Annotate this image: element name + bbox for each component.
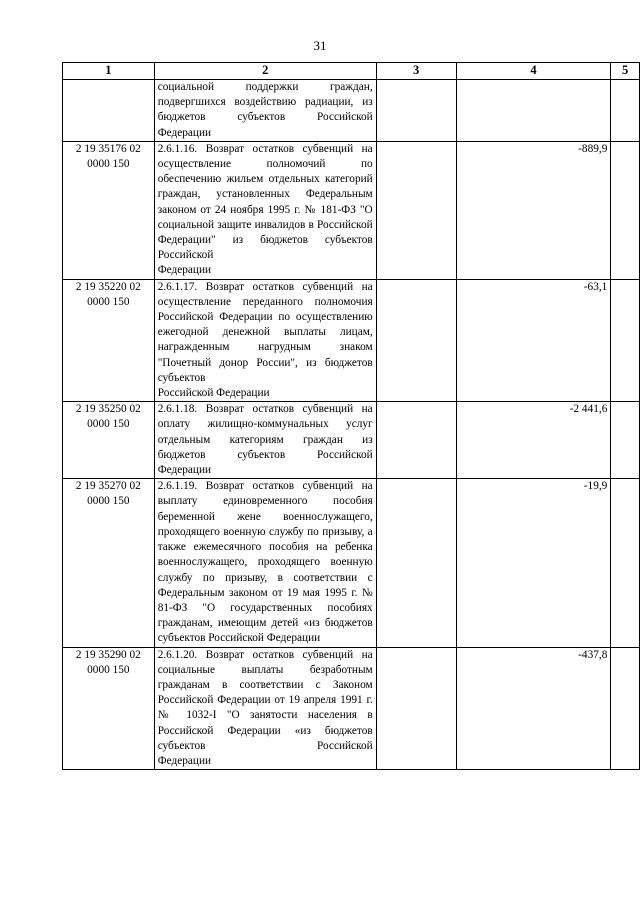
description-line: бюджетов субъектов Российской <box>157 234 373 262</box>
page-number: 31 <box>313 38 327 53</box>
table-row <box>63 479 640 647</box>
description-line: бюджетов субъектов Российской <box>157 724 373 752</box>
description-line: законом от 19 мая 1995 г. № 81-ФЗ "О <box>157 586 373 614</box>
description-line: 2.6.1.16. Возврат остатков субвенций на <box>157 142 373 155</box>
col3-cell <box>376 647 456 770</box>
description-line: проходящего военную службу по <box>157 556 373 584</box>
description-line-last: субъектов Российской Федерации <box>157 632 321 645</box>
table-row <box>63 402 640 479</box>
description-line: 2.6.1.17. Возврат остатков субвенций на <box>157 280 373 293</box>
header-col-5: 5 <box>611 63 640 80</box>
description-line: выплату единовременного пособия <box>157 495 373 508</box>
header-row <box>63 63 640 80</box>
description-line: имеющим детей «из бюджетов <box>217 617 373 630</box>
description-line: осуществление переданного <box>157 295 303 308</box>
table-row <box>63 141 640 279</box>
description-line: Российской Федерации от 19 апреля <box>157 694 337 707</box>
budget-code-cell: 2 19 35290 02 0000 150 <box>63 647 155 770</box>
description-line: гражданам в соответствии с Законом <box>157 678 373 691</box>
col5-cell <box>611 479 640 647</box>
description-line: 1991 г. № 1032-I "О занятости <box>157 694 373 722</box>
description-line: Федеральным законом от 24 ноября <box>157 188 373 216</box>
description-line: социальные выплаты безработным <box>157 663 373 676</box>
budget-code-cell: 2 19 35176 02 0000 150 <box>63 141 155 279</box>
description-line: призыву, а также ежемесячного пособия <box>157 525 373 554</box>
amount-cell: -63,1 <box>456 279 611 402</box>
header-col-1: 1 <box>63 63 155 80</box>
description-line: социальной поддержки граждан, <box>157 81 373 93</box>
description-line: 2.6.1.19. Возврат остатков субвенций на <box>157 480 373 493</box>
header-col-3: 3 <box>376 63 456 80</box>
table-row <box>63 647 640 770</box>
description-line: нагрудным знаком "Почетный донор <box>157 341 373 369</box>
budget-code-cell: 2 19 35250 02 0000 150 <box>63 402 155 479</box>
table-body <box>63 80 640 770</box>
col3-cell <box>376 141 456 279</box>
description-line: на ребенка военнослужащего, <box>157 541 373 569</box>
description-line: подвергшихся воздействию радиации, <box>157 96 354 109</box>
col5-cell <box>611 279 640 402</box>
table-row <box>63 80 640 142</box>
description-line-last: Российской Федерации <box>157 387 270 400</box>
description-line: 2.6.1.18. Возврат остатков субвенций на <box>157 403 373 416</box>
description-cell <box>154 279 376 402</box>
col5-cell <box>611 141 640 279</box>
col5-cell <box>611 80 640 142</box>
col5-cell <box>611 647 640 770</box>
col3-cell <box>376 80 456 142</box>
amount-cell: -2 441,6 <box>456 402 611 479</box>
description-line-last: Федерации <box>157 126 212 139</box>
budget-table <box>62 62 640 770</box>
description-line: оплату жилищно-коммунальных услуг <box>157 418 373 431</box>
description-line: проходящего военную службу по <box>157 525 319 538</box>
description-cell <box>154 479 376 647</box>
amount-cell: -889,9 <box>456 141 611 279</box>
description-line: выплаты лицам, награжденным <box>157 326 373 354</box>
amount-cell: -437,8 <box>456 647 611 770</box>
header-col-2: 2 <box>154 63 376 80</box>
description-line: беременной жене военнослужащего, <box>157 510 373 523</box>
description-line-last: Федерации <box>157 464 212 477</box>
description-cell <box>154 141 376 279</box>
description-line: России", из бюджетов субъектов <box>157 356 373 384</box>
col3-cell <box>376 402 456 479</box>
description-line-last: Федерации <box>157 754 212 767</box>
budget-code-cell: 2 19 35270 02 0000 150 <box>63 479 155 647</box>
description-line: отдельным категориям граждан из <box>157 433 373 446</box>
description-line: обеспечению жильем отдельных <box>157 173 320 186</box>
description-line: полномочия Российской Федерации по <box>157 295 373 324</box>
description-line: категорий граждан, установленных <box>157 173 373 201</box>
col5-cell <box>611 402 640 479</box>
description-line: государственных пособиях гражданам, <box>157 601 373 630</box>
description-line: инвалидов в Российской Федерации" из <box>157 218 373 247</box>
budget-code-cell: 2 19 35220 02 0000 150 <box>63 279 155 402</box>
description-line: 1995 г. № 181-ФЗ "О социальной защите <box>157 203 373 231</box>
description-cell <box>154 647 376 770</box>
description-line: бюджетов субъектов Российской <box>157 448 373 461</box>
description-line: призыву, в соответствии с Федеральным <box>157 571 373 599</box>
description-line: 2.6.1.20. Возврат остатков субвенций на <box>157 648 373 661</box>
amount-cell: -19,9 <box>456 479 611 647</box>
description-cell <box>154 402 376 479</box>
amount-cell <box>456 80 611 142</box>
col3-cell <box>376 479 456 647</box>
col3-cell <box>376 279 456 402</box>
budget-code-cell <box>63 80 155 142</box>
table-row <box>63 279 640 402</box>
header-col-4: 4 <box>456 63 611 80</box>
description-line-last: Федерации <box>157 264 212 277</box>
description-line: осуществлению ежегодной денежной <box>157 311 373 339</box>
description-cell <box>154 80 376 142</box>
description-line: из бюджетов субъектов Российской <box>157 96 373 124</box>
description-line: населения в Российской Федерации «из <box>157 709 373 737</box>
description-line: осуществление полномочий по <box>157 158 373 171</box>
